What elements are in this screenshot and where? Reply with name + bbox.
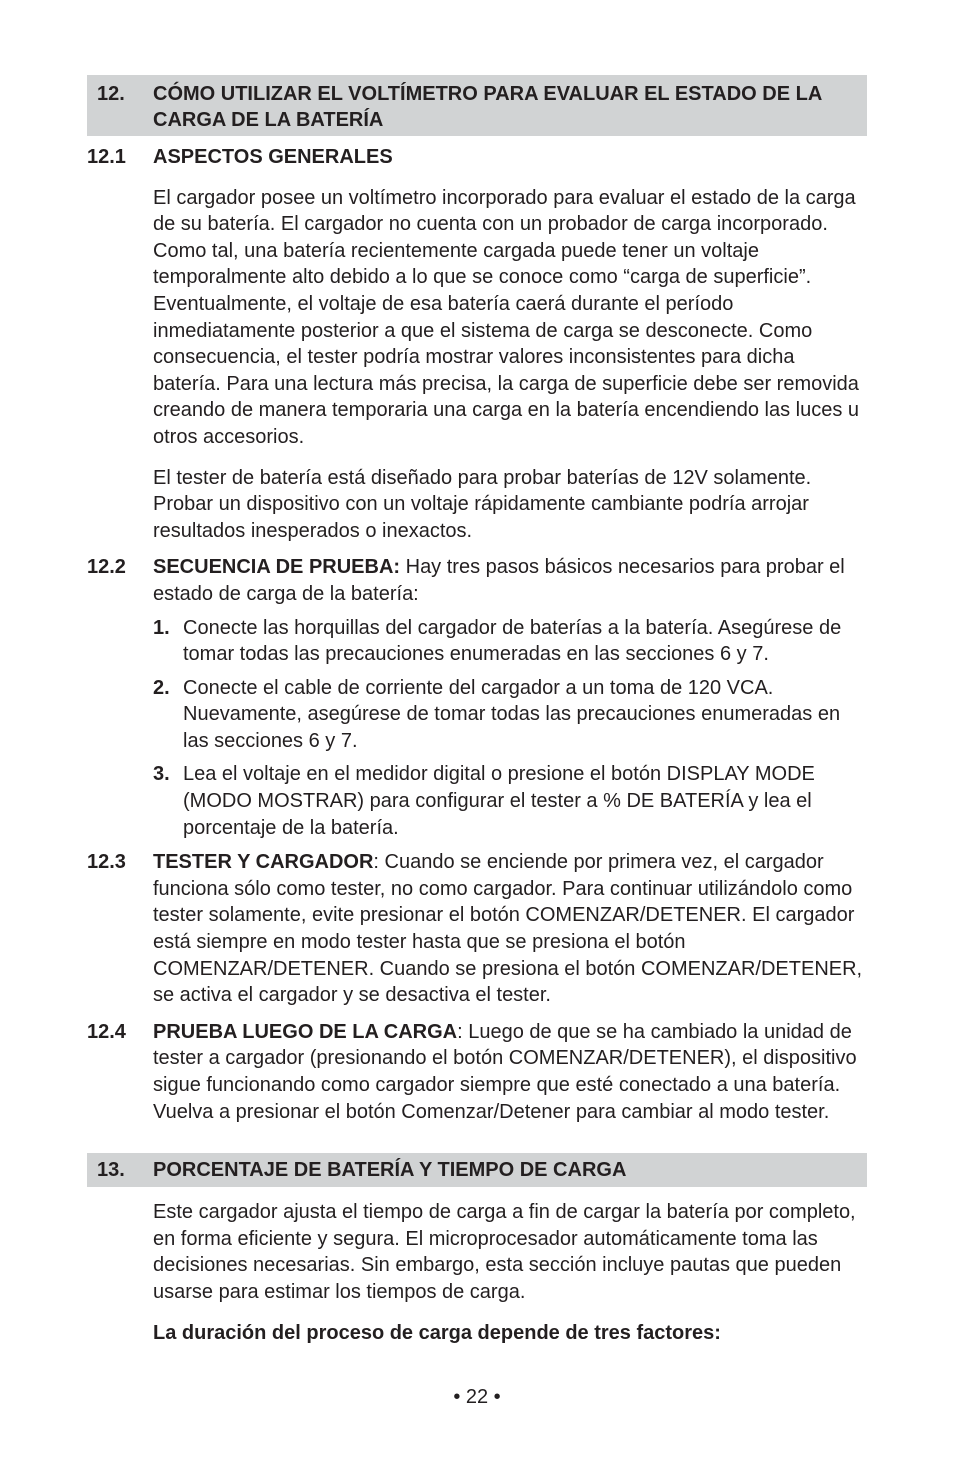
step-3-text: Lea el voltaje en el medidor digital o presione el botón DISPLAY MODE (MODO MOSTRAR) para configurar el tester a % DE BATERÍA y lea el porcentaje de la batería. — [183, 763, 815, 839]
section-13-paragraph-1: Este cargador ajusta el tiempo de carga a fin de cargar la batería por completo, en forma eficiente y segura. El microprocesador automáticamente toma las decisiones necesarias. Sin embargo, esta sección incluye pautas que pueden usarse para estimar los tiempos de carga. — [153, 1201, 856, 1303]
subsection-12-4-number: 12.4 — [87, 1020, 126, 1043]
subsection-12-2-text: Hay tres pasos básicos necesarios para probar el estado de carga de la batería: — [153, 556, 845, 605]
subsection-12-3-body — [153, 849, 867, 1009]
subsection-12-1-heading — [87, 144, 867, 171]
subsection-12-2-body — [153, 554, 867, 607]
section-13-title: PORCENTAJE DE BATERÍA Y TIEMPO DE CARGA — [153, 1159, 627, 1182]
subsection-12-2-lead: SECUENCIA DE PRUEBA: — [153, 556, 401, 579]
step-2-text: Conecte el cable de corriente del cargador a un toma de 120 VCA. Nuevamente, asegúrese de tomar todas las precauciones enumeradas en las secciones 6 y 7. — [183, 676, 841, 752]
subsection-12-1-paragraph-1: El cargador posee un voltímetro incorporado para evaluar el estado de la carga de su batería. El cargador no cuenta con un probador de carga incorporado. Como tal, una batería recientemente cargada puede tener un voltaje temporalmente alto debido a lo que se conoce como “carga de superficie”. Eventualmente, el voltaje de esa batería caerá durante el período inmediatamente posterior a que el sistema de carga se desconecte. Como consecuencia, el tester podría mostrar valores inconsistentes para dicha batería. Para una lectura más precisa, la carga de superficie debe ser removida creando de manera temporaria una carga en la batería encendiendo las luces u otros accesorios. — [153, 186, 860, 448]
section-13-header — [87, 1153, 867, 1187]
step-2 — [153, 675, 867, 755]
subsection-12-3-number: 12.3 — [87, 851, 126, 874]
section-12-header — [87, 75, 867, 136]
step-3-number: 3. — [153, 763, 170, 786]
page-number: • 22 • — [453, 1386, 501, 1408]
subsection-12-4-body — [153, 1019, 867, 1125]
step-2-number: 2. — [153, 676, 170, 699]
manual-page — [87, 75, 867, 1346]
subsection-12-4-lead: PRUEBA LUEGO DE LA CARGA — [153, 1020, 458, 1043]
step-1-number: 1. — [153, 616, 170, 639]
section-12-number: 12. — [97, 83, 125, 105]
subsection-12-2 — [87, 554, 867, 607]
subsection-12-1-paragraph-2: El tester de batería está diseñado para probar baterías de 12V solamente. Probar un dispositivo con un voltaje rápidamente cambiante podría arrojar resultados inesperados o inexactos. — [153, 466, 812, 542]
section-13-number: 13. — [97, 1159, 125, 1182]
step-3 — [153, 761, 867, 841]
subsection-12-2-number: 12.2 — [87, 556, 126, 579]
subsection-12-1-title: ASPECTOS GENERALES — [153, 146, 393, 168]
step-1-text: Conecte las horquillas del cargador de baterías a la batería. Asegúrese de tomar todas las precauciones enumeradas en las secciones 6 y 7. — [183, 616, 842, 666]
step-1 — [153, 615, 867, 668]
section-13-bold-line: La duración del proceso de carga depende de tres factores: — [153, 1321, 721, 1344]
subsection-12-3 — [87, 849, 867, 1009]
subsection-12-1-number: 12.1 — [87, 146, 126, 168]
subsection-12-4-text: : Luego de que se ha cambiado la unidad de tester a cargador (presionando el botón COMENZAR/DETENER), el dispositivo sigue funcionando como cargador siempre que esté conectado a una batería. Vuelva a presionar el botón Comenzar/Detener para cambiar al modo tester. — [153, 1020, 857, 1123]
section-12-title: CÓMO UTILIZAR EL VOLTÍMETRO PARA EVALUAR EL ESTADO DE LA CARGA DE LA BATERÍA — [153, 83, 822, 131]
subsection-12-4 — [87, 1019, 867, 1125]
subsection-12-3-lead: TESTER Y CARGADOR — [153, 851, 374, 874]
subsection-12-3-text: : Cuando se enciende por primera vez, el cargador funciona sólo como tester, no como cargador. Para continuar utilizándolo como tester solamente, evite presionar el botón COMENZAR/DETENER. El cargador está siempre en modo tester hasta que se presiona el botón COMENZAR/DETENER. Cuando se presiona el botón COMENZAR/DETENER, se activa el cargador y se desactiva el tester. — [153, 851, 863, 1007]
